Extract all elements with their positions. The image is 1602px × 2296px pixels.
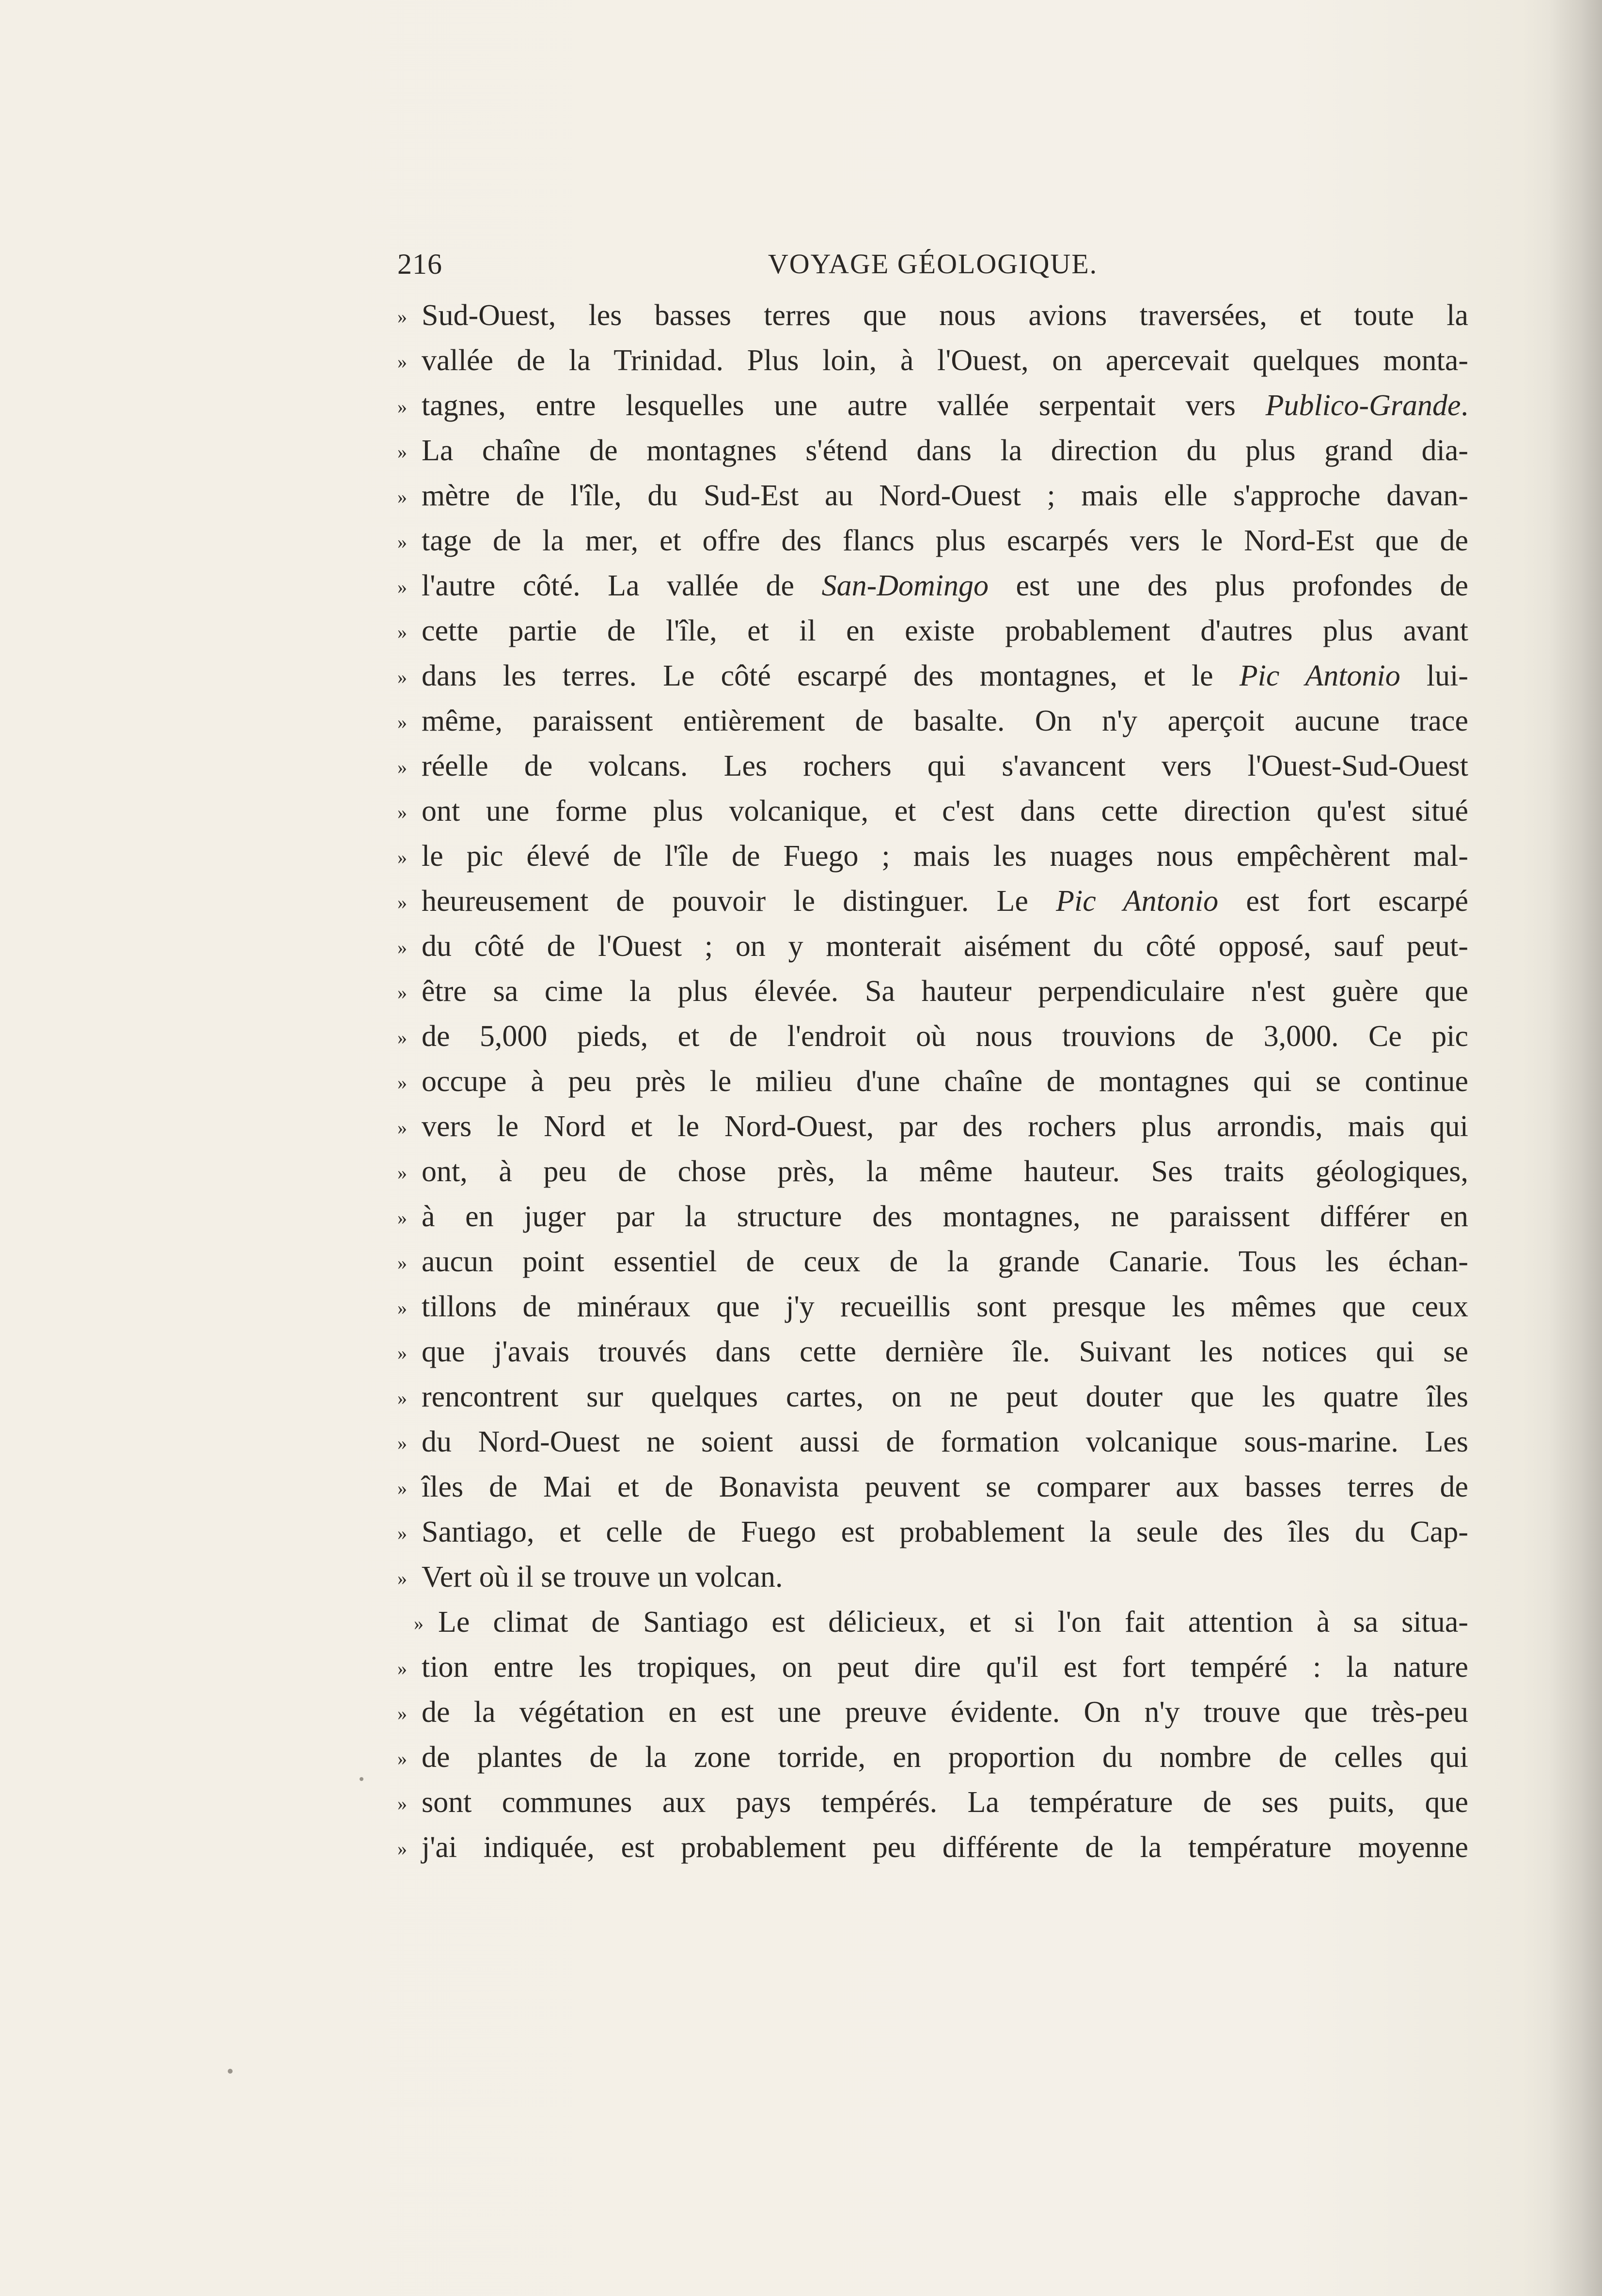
text-line: [397, 1014, 1468, 1059]
line-text: occupe à peu près le milieu d'une chaîne de montagnes qui se continue: [422, 1065, 1468, 1098]
quote-mark: »: [397, 1117, 407, 1139]
line-text: du Nord-Ouest ne soient aussi de formation volcanique sous-marine. Les: [422, 1425, 1468, 1458]
line-text: La chaîne de montagnes s'étend dans la direction du plus grand dia-: [422, 434, 1468, 467]
line-text: dans les terres. Le côté escarpé des montagnes, et le Pic Antonio lui-: [422, 659, 1468, 692]
line-text: mètre de l'île, du Sud-Est au Nord-Ouest ; mais elle s'approche davan-: [422, 479, 1468, 512]
text-line: [397, 1104, 1468, 1149]
quote-mark: »: [397, 1522, 407, 1544]
line-text: Sud-Ouest, les basses terres que nous avions traversées, et toute la: [422, 299, 1468, 332]
quote-mark: »: [397, 1342, 407, 1364]
line-text: aucun point essentiel de ceux de la grande Canarie. Tous les échan-: [422, 1245, 1468, 1278]
quote-mark: »: [397, 1793, 407, 1814]
line-text: tage de la mer, et offre des flancs plus escarpés vers le Nord-Est que de: [422, 524, 1468, 557]
quote-mark: »: [397, 666, 407, 688]
line-text: même, paraissent entièrement de basalte. On n'y aperçoit aucune trace: [422, 704, 1468, 737]
quote-mark: »: [397, 621, 407, 643]
quote-mark: »: [397, 1387, 407, 1409]
text-line: [397, 428, 1468, 473]
quote-mark: »: [397, 1162, 407, 1184]
quote-mark: »: [397, 1567, 407, 1589]
text-line: [397, 383, 1468, 428]
text-line: [397, 1149, 1468, 1194]
quote-mark: »: [397, 846, 407, 868]
line-text: tion entre les tropiques, on peut dire qu'il est fort tempéré : la nature: [422, 1651, 1468, 1684]
text-line: [397, 563, 1468, 609]
text-line: [397, 1059, 1468, 1104]
running-head: VOYAGE GÉOLOGIQUE.: [768, 248, 1098, 280]
line-text: de la végétation en est une preuve évidente. On n'y trouve que très-peu: [422, 1696, 1468, 1729]
text-line: [397, 293, 1468, 338]
quote-mark: »: [397, 711, 407, 733]
binding-shadow: [1549, 0, 1602, 2296]
quote-mark: »: [397, 531, 407, 553]
text-line: [397, 1645, 1468, 1690]
line-text: de plantes de la zone torride, en proportion du nombre de celles qui: [422, 1741, 1468, 1774]
quote-mark: »: [397, 1657, 407, 1679]
text-line: [397, 1284, 1468, 1329]
quote-mark: »: [397, 891, 407, 913]
text-line: [397, 1194, 1468, 1239]
quote-mark: »: [397, 1432, 407, 1454]
text-line: [397, 879, 1468, 924]
line-text: tagnes, entre lesquelles une autre vallée serpentait vers Publico-Grande.: [422, 389, 1468, 422]
quote-mark: »: [397, 306, 407, 328]
paper-speck: [360, 1777, 363, 1781]
line-text: rencontrent sur quelques cartes, on ne peut douter que les quatre îles: [422, 1380, 1468, 1413]
text-line: [397, 518, 1468, 563]
line-text: Le climat de Santiago est délicieux, et si l'on fait attention à sa situa-: [438, 1606, 1468, 1639]
quote-mark: »: [397, 1252, 407, 1274]
text-line: [397, 789, 1468, 834]
text-line: [397, 699, 1468, 744]
text-line: [397, 338, 1468, 383]
line-text: vallée de la Trinidad. Plus loin, à l'Ouest, on apercevait quelques monta-: [422, 344, 1468, 377]
text-line: [397, 1465, 1468, 1510]
paper-speck: [228, 2069, 233, 2074]
quote-mark: »: [397, 396, 407, 418]
quote-mark: »: [397, 1702, 407, 1724]
text-line: [397, 924, 1468, 969]
quote-mark: »: [397, 486, 407, 508]
text-line: [397, 473, 1468, 518]
line-text: Santiago, et celle de Fuego est probablement la seule des îles du Cap-: [422, 1515, 1468, 1548]
line-text: tillons de minéraux que j'y recueillis sont presque les mêmes que ceux: [422, 1290, 1468, 1323]
text-line: [397, 1735, 1468, 1780]
text-line: [397, 1239, 1468, 1284]
text-line: [397, 1374, 1468, 1420]
quote-mark: »: [397, 576, 407, 598]
text-line: [397, 1555, 1468, 1600]
quote-mark: »: [397, 1297, 407, 1319]
text-line: [397, 609, 1468, 654]
text-line: [397, 1420, 1468, 1465]
line-text: du côté de l'Ouest ; on y monterait aisément du côté opposé, sauf peut-: [422, 930, 1468, 963]
quote-mark: »: [397, 351, 407, 373]
line-text: ont, à peu de chose près, la même hauteur. Ses traits géologiques,: [422, 1155, 1468, 1188]
quote-mark: »: [397, 441, 407, 463]
text-line: [397, 1690, 1468, 1735]
text-line: [397, 1600, 1468, 1645]
line-text: ont une forme plus volcanique, et c'est dans cette direction qu'est situé: [422, 795, 1468, 828]
quote-mark: »: [397, 1477, 407, 1499]
page-header: [397, 242, 1468, 286]
quote-mark: »: [397, 982, 407, 1003]
line-text: vers le Nord et le Nord-Ouest, par des rochers plus arrondis, mais qui: [422, 1110, 1468, 1143]
line-text: réelle de volcans. Les rochers qui s'avancent vers l'Ouest-Sud-Ouest: [422, 750, 1468, 782]
text-line: [397, 834, 1468, 879]
quote-mark: »: [397, 1207, 407, 1229]
quote-mark: »: [397, 937, 407, 958]
quote-mark: »: [397, 756, 407, 778]
line-text: l'autre côté. La vallée de San-Domingo est une des plus profondes de: [422, 569, 1468, 602]
quote-mark: »: [397, 801, 407, 823]
quote-mark: »: [397, 1027, 407, 1048]
line-text: îles de Mai et de Bonavista peuvent se comparer aux basses terres de: [422, 1470, 1468, 1503]
line-text: de 5,000 pieds, et de l'endroit où nous trouvions de 3,000. Ce pic: [422, 1020, 1468, 1053]
quote-mark: »: [397, 1838, 407, 1859]
quote-mark: »: [414, 1612, 424, 1634]
line-text: Vert où il se trouve un volcan.: [422, 1561, 783, 1593]
line-text: cette partie de l'île, et il en existe probablement d'autres plus avant: [422, 614, 1468, 647]
text-line: [397, 744, 1468, 789]
quote-mark: »: [397, 1748, 407, 1769]
line-text: le pic élevé de l'île de Fuego ; mais les nuages nous empêchèrent mal-: [422, 840, 1468, 873]
line-text: j'ai indiquée, est probablement peu différente de la température moyenne: [422, 1831, 1468, 1864]
line-text: que j'avais trouvés dans cette dernière île. Suivant les notices qui se: [422, 1335, 1468, 1368]
text-line: [397, 1510, 1468, 1555]
line-text: sont communes aux pays tempérés. La température de ses puits, que: [422, 1786, 1468, 1819]
text-line: [397, 1825, 1468, 1870]
page-number: 216: [397, 248, 442, 280]
text-line: [397, 969, 1468, 1014]
quote-mark: »: [397, 1072, 407, 1093]
text-line: [397, 1780, 1468, 1825]
body-text: [397, 293, 1468, 1870]
text-line: [397, 654, 1468, 699]
line-text: être sa cime la plus élevée. Sa hauteur perpendiculaire n'est guère que: [422, 975, 1468, 1008]
line-text: heureusement de pouvoir le distinguer. Le Pic Antonio est fort escarpé: [422, 885, 1468, 918]
line-text: à en juger par la structure des montagnes, ne paraissent différer en: [422, 1200, 1468, 1233]
text-line: [397, 1329, 1468, 1374]
